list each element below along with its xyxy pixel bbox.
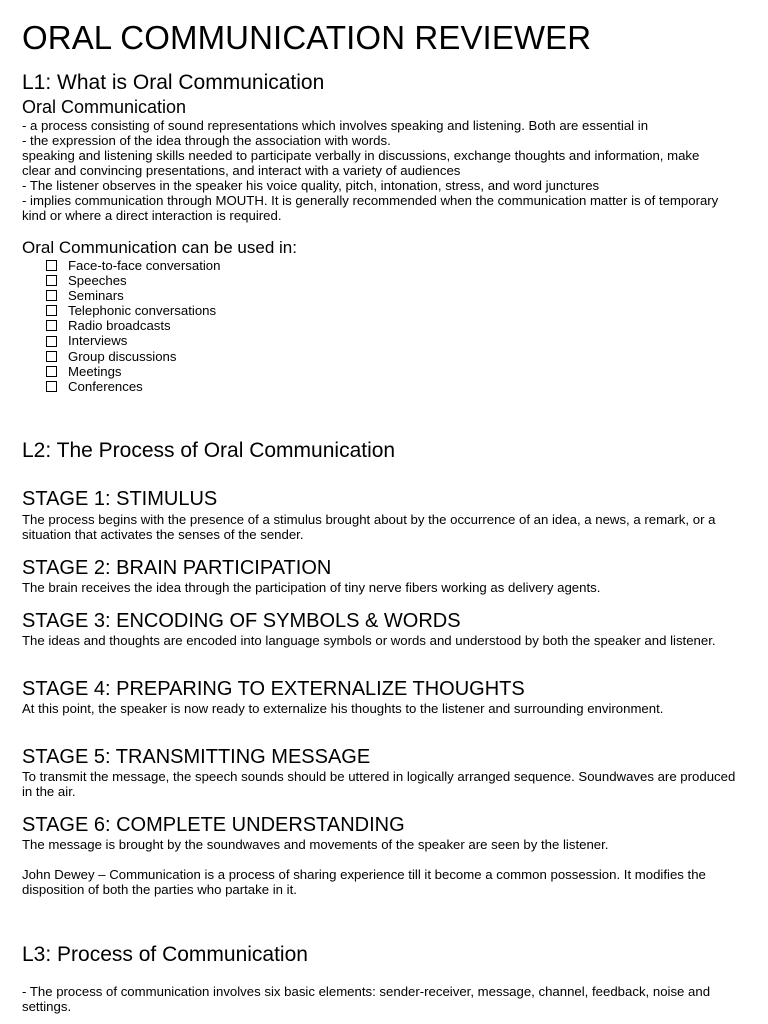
lesson1-definition — [22, 118, 746, 223]
stage-text: To transmit the message, the speech sounds should be uttered in logically arranged sequence. Soundwaves are produced in the air. — [22, 769, 736, 799]
definition-line: - The listener observes in the speaker his voice quality, pitch, intonation, stress, and word junctures — [22, 178, 600, 193]
stage-text: The brain receives the idea through the participation of tiny nerve fibers working as delivery agents. — [22, 580, 601, 595]
checkbox-bullet-icon — [46, 260, 57, 271]
lesson1-heading: L1: What is Oral Communication — [22, 71, 325, 94]
lesson1-subheading: Oral Communication — [22, 97, 187, 117]
uses-heading: Oral Communication can be used in: — [22, 238, 297, 257]
checkbox-bullet-icon — [46, 305, 57, 316]
lesson3-text: - The process of communication involves six basic elements: sender-receiver, message, channel, feedback, noise and settings. — [22, 984, 711, 1014]
list-item: Speeches — [22, 273, 746, 288]
stage-text: The message is brought by the soundwaves and movements of the speaker are seen by the listener. — [22, 837, 609, 852]
checkbox-bullet-icon — [46, 366, 57, 377]
definition-line: - implies communication through MOUTH. It is generally recommended when the communication matter is of temporary kind or where a direct interaction is required. — [22, 193, 719, 223]
definition-line: - a process consisting of sound representations which involves speaking and listening. Both are essential in — [22, 118, 649, 133]
checkbox-bullet-icon — [46, 381, 57, 392]
list-item: Interviews — [22, 333, 746, 348]
stage-title: STAGE 2: BRAIN PARTICIPATION — [22, 557, 332, 579]
list-item: Telephonic conversations — [22, 303, 746, 318]
checkbox-bullet-icon — [46, 351, 57, 362]
lesson2-heading: L2: The Process of Oral Communication — [22, 439, 396, 462]
stage-text: At this point, the speaker is now ready to externalize his thoughts to the listener and surrounding environment. — [22, 701, 664, 716]
uses-list — [22, 258, 746, 394]
checkbox-bullet-icon — [46, 290, 57, 301]
dewey-quote: John Dewey – Communication is a process of sharing experience till it become a common possession. It modifies the disposition of both the parties who partake in it. — [22, 867, 706, 897]
stage-title: STAGE 5: TRANSMITTING MESSAGE — [22, 746, 371, 768]
stage-text: The process begins with the presence of a stimulus brought about by the occurrence of an idea, a news, a remark, or a situation that activates the senses of the sender. — [22, 512, 716, 542]
stage-title: STAGE 4: PREPARING TO EXTERNALIZE THOUGHTS — [22, 678, 525, 700]
lesson3-heading: L3: Process of Communication — [22, 943, 308, 966]
checkbox-bullet-icon — [46, 320, 57, 331]
list-item: Group discussions — [22, 349, 746, 364]
stage-title: STAGE 1: STIMULUS — [22, 488, 218, 510]
definition-line: - the expression of the idea through the association with words. — [22, 133, 391, 148]
definition-line: speaking and listening skills needed to participate verbally in discussions, exchange thoughts and information, make clear and convincing presentations, and interact with a variety of audiences — [22, 148, 700, 178]
list-item: Face-to-face conversation — [22, 258, 746, 273]
checkbox-bullet-icon — [46, 275, 57, 286]
stage-title: STAGE 3: ENCODING OF SYMBOLS & WORDS — [22, 610, 461, 632]
list-item: Conferences — [22, 379, 746, 394]
checkbox-bullet-icon — [46, 336, 57, 347]
list-item: Seminars — [22, 288, 746, 303]
list-item: Radio broadcasts — [22, 318, 746, 333]
stage-title: STAGE 6: COMPLETE UNDERSTANDING — [22, 814, 405, 836]
document-title: ORAL COMMUNICATION REVIEWER — [22, 19, 592, 56]
list-item: Meetings — [22, 364, 746, 379]
stage-text: The ideas and thoughts are encoded into language symbols or words and understood by both the speaker and listener. — [22, 633, 716, 648]
